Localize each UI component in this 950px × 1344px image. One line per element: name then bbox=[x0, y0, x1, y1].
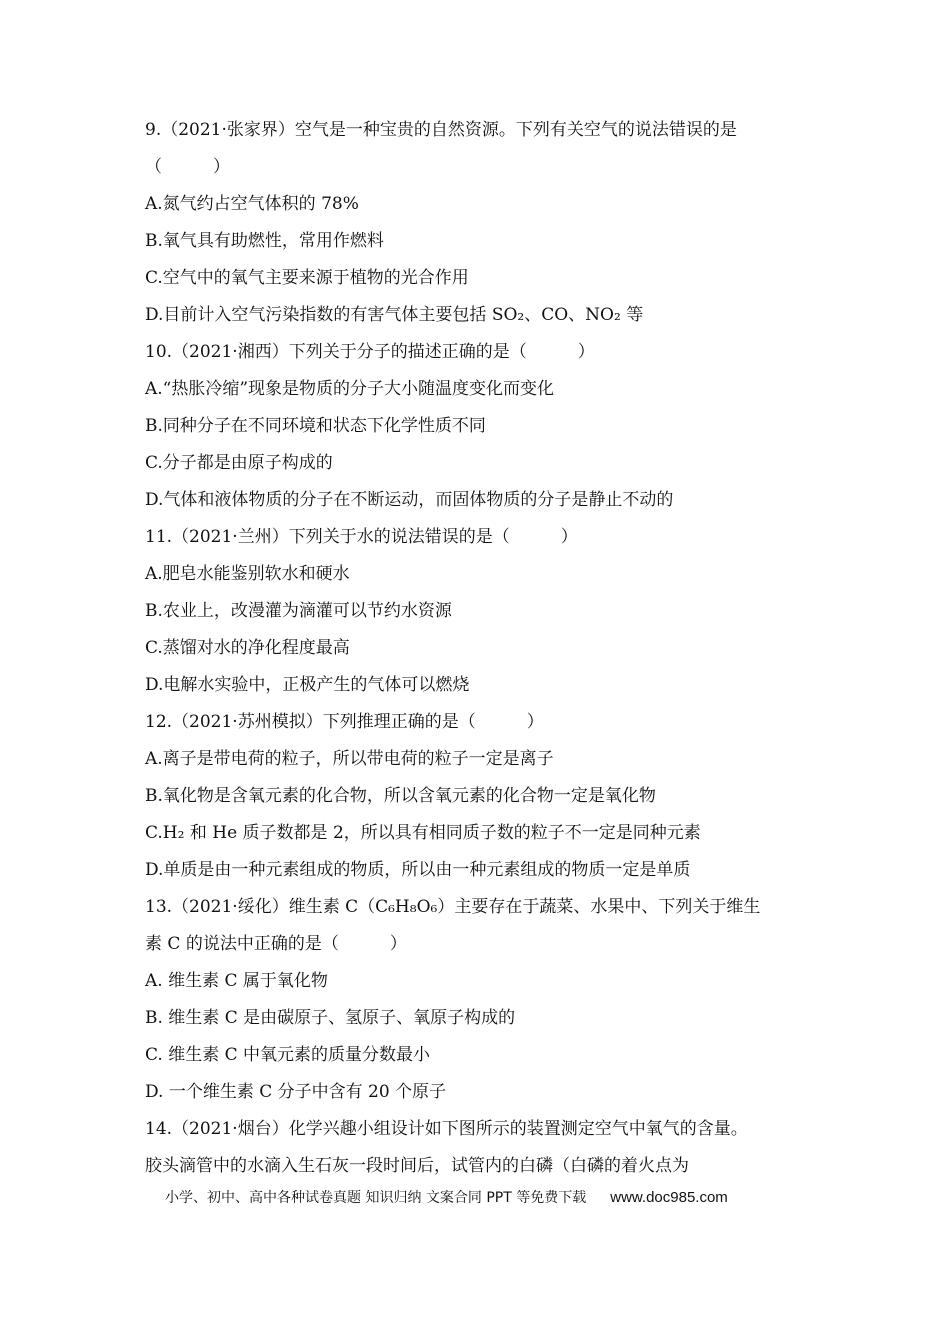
question-stem: 9.（2021·张家界）空气是一种宝贵的自然资源。下列有关空气的说法错误的是 bbox=[145, 120, 737, 140]
question-stem-continued: 素 C 的说法中正确的是（ ） bbox=[145, 934, 407, 954]
question-stem: 13.（2021·绥化）维生素 C（C₆H₈O₆）主要存在于蔬菜、水果中、下列关于维生 bbox=[145, 897, 761, 917]
option: A.肥皂水能鉴别软水和硬水 bbox=[145, 564, 350, 584]
page-footer bbox=[165, 1186, 805, 1210]
question-stem: 12.（2021·苏州模拟）下列推理正确的是（ ） bbox=[145, 712, 544, 732]
option: A.“热胀冷缩”现象是物质的分子大小随温度变化而变化 bbox=[145, 379, 555, 399]
option: D. 一个维生素 C 分子中含有 20 个原子 bbox=[145, 1082, 447, 1102]
option: B.同种分子在不同环境和状态下化学性质不同 bbox=[145, 416, 486, 436]
option: C.分子都是由原子构成的 bbox=[145, 453, 333, 473]
question-stem-continued: （ ） bbox=[145, 157, 230, 177]
option: C.蒸馏对水的净化程度最高 bbox=[145, 638, 350, 658]
question-stem: 14.（2021·烟台）化学兴趣小组设计如下图所示的装置测定空气中氧气的含量。 bbox=[145, 1119, 748, 1139]
question-stem: 11.（2021·兰州）下列关于水的说法错误的是（ ） bbox=[145, 527, 578, 547]
footer-text: 小学、初中、高中各种试卷真题 知识归纳 文案合同 PPT 等免费下载 bbox=[165, 1190, 587, 1206]
option: C.空气中的氧气主要来源于植物的光合作用 bbox=[145, 268, 469, 288]
question-stem: 10.（2021·湘西）下列关于分子的描述正确的是（ ） bbox=[145, 342, 595, 362]
option: A. 维生素 C 属于氧化物 bbox=[145, 971, 328, 991]
option: D.气体和液体物质的分子在不断运动，而固体物质的分子是静止不动的 bbox=[145, 490, 674, 510]
option: B.氧气具有助燃性，常用作燃料 bbox=[145, 231, 384, 251]
option: D.电解水实验中，正极产生的气体可以燃烧 bbox=[145, 675, 470, 695]
option: B.农业上，改漫灌为滴灌可以节约水资源 bbox=[145, 601, 452, 621]
option: C.H₂ 和 He 质子数都是 2，所以具有相同质子数的粒子不一定是同种元素 bbox=[145, 823, 701, 843]
question-list bbox=[145, 112, 815, 1185]
option: D.目前计入空气污染指数的有害气体主要包括 SO₂、CO、NO₂ 等 bbox=[145, 305, 644, 325]
footer-website-link[interactable]: www.doc985.com bbox=[610, 1189, 728, 1206]
option: B.氧化物是含氧元素的化合物，所以含氧元素的化合物一定是氧化物 bbox=[145, 786, 656, 806]
option: A.离子是带电荷的粒子，所以带电荷的粒子一定是离子 bbox=[145, 749, 554, 769]
option: C. 维生素 C 中氧元素的质量分数最小 bbox=[145, 1045, 431, 1065]
option: A.氮气约占空气体积的 78% bbox=[145, 194, 359, 214]
option: B. 维生素 C 是由碳原子、氢原子、氧原子构成的 bbox=[145, 1008, 516, 1028]
option: D.单质是由一种元素组成的物质，所以由一种元素组成的物质一定是单质 bbox=[145, 860, 691, 880]
question-stem-continued: 胶头滴管中的水滴入生石灰一段时间后，试管内的白磷（白磷的着火点为 bbox=[145, 1156, 689, 1176]
